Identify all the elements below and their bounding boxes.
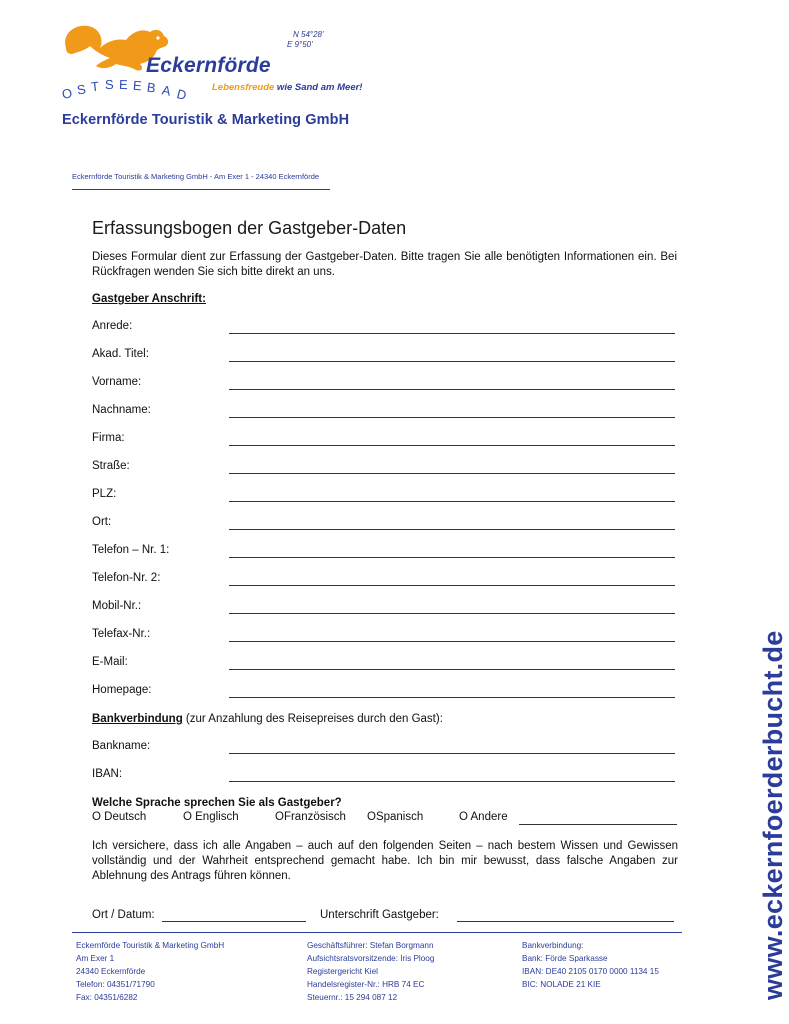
form-intro: Dieses Formular dient zur Erfassung der Gastgeber-Daten. Bitte tragen Sie alle benötigten Informationen ein. Bei Rückfragen wenden Sie sich bitte direkt an uns. xyxy=(92,251,677,278)
field-label: Ort: xyxy=(92,516,112,528)
field-input-line[interactable] xyxy=(229,613,675,614)
field-label: Anrede: xyxy=(92,320,133,332)
field-label: Vorname: xyxy=(92,376,142,388)
language-option-franzoesisch[interactable]: OFranzösisch xyxy=(275,811,346,823)
footer-line: Telefon: 04351/71790 xyxy=(76,980,155,989)
field-label: IBAN: xyxy=(92,768,123,780)
language-option-spanisch[interactable]: OSpanisch xyxy=(367,811,424,823)
ostseebad-letter: E xyxy=(118,76,128,93)
field-label: E-Mail: xyxy=(92,656,128,668)
ostseebad-letter: D xyxy=(175,86,189,103)
tagline-rest: wie Sand am Meer! xyxy=(274,82,363,93)
form-title: Erfassungsbogen der Gastgeber-Daten xyxy=(92,218,407,238)
bank-heading-rest: (zur Anzahlung des Reisepreises durch den Gast): xyxy=(182,713,443,725)
field-input-line[interactable] xyxy=(229,417,675,418)
field-input-line[interactable] xyxy=(229,361,675,362)
footer-rule xyxy=(72,932,682,933)
longitude-text: E 9°50' xyxy=(287,40,313,49)
tagline xyxy=(212,82,362,93)
language-option-englisch[interactable]: O Englisch xyxy=(183,811,239,823)
footer-line: Eckernförde Touristik & Marketing GmbH xyxy=(76,941,225,950)
footer-line: Bank: Förde Sparkasse xyxy=(522,954,608,963)
field-input-line[interactable] xyxy=(229,389,675,390)
field-input-line[interactable] xyxy=(229,753,675,754)
language-option-andere[interactable]: O Andere xyxy=(459,811,508,823)
field-input-line[interactable] xyxy=(229,557,675,558)
field-label: Bankname: xyxy=(92,740,151,752)
field-input-line[interactable] xyxy=(229,501,675,502)
field-input-line[interactable] xyxy=(229,529,675,530)
coordinates xyxy=(287,30,353,50)
field-label: Mobil-Nr.: xyxy=(92,600,142,612)
field-label: Homepage: xyxy=(92,684,152,696)
signature-label: Unterschrift Gastgeber: xyxy=(320,909,439,921)
bank-section-heading xyxy=(92,713,443,725)
return-address: Eckernförde Touristik & Marketing GmbH - Am Exer 1 - 24340 Eckernförde xyxy=(72,172,320,181)
footer-line: BIC: NOLADE 21 KIE xyxy=(522,980,601,989)
footer-bank xyxy=(522,939,659,991)
place-date-label: Ort / Datum: xyxy=(92,909,155,921)
ostseebad-letter: A xyxy=(160,82,173,99)
footer-line: Handelsregister-Nr.: HRB 74 EC xyxy=(307,980,425,989)
ostseebad-letter: T xyxy=(90,78,100,95)
ostseebad-letter: O xyxy=(60,85,74,102)
field-label: Straße: xyxy=(92,460,130,472)
language-option-deutsch[interactable]: O Deutsch xyxy=(92,811,147,823)
field-input-line[interactable] xyxy=(229,641,675,642)
footer-address xyxy=(76,939,224,1004)
company-name: Eckernförde Touristik & Marketing GmbH xyxy=(62,112,350,128)
footer-line: Bankverbindung: xyxy=(522,941,584,950)
field-label: Telefax-Nr.: xyxy=(92,628,151,640)
footer-legal xyxy=(307,939,434,1004)
declaration-text: Ich versichere, dass ich alle Angaben – auch auf den folgenden Seiten – nach bestem Wissen und Gewissen vollständig und der Wahrheit entsprechend gemacht habe. Ich bin mir bewusst, dass falsche Angaben zur Ablehnung des Antrags führen können. xyxy=(92,840,678,882)
footer-line: Registergericht Kiel xyxy=(307,967,378,976)
footer-line: Geschäftsführer: Stefan Borgmann xyxy=(307,941,434,950)
place-date-input-line[interactable] xyxy=(162,921,306,922)
footer-line: Aufsichtsratsvorsitzende: Iris Ploog xyxy=(307,954,435,963)
ostseebad-letter: B xyxy=(145,79,157,96)
ostseebad-letter: E xyxy=(132,77,143,94)
website-url[interactable]: www.eckernfoerderbucht.de xyxy=(758,630,788,1000)
bank-heading-bold: Bankverbindung xyxy=(92,713,183,725)
field-label: Telefon – Nr. 1: xyxy=(92,544,170,556)
field-label: Firma: xyxy=(92,432,125,444)
field-label: PLZ: xyxy=(92,488,117,500)
field-input-line[interactable] xyxy=(229,445,675,446)
tagline-highlight: Lebensfreude xyxy=(212,82,275,93)
field-input-line[interactable] xyxy=(229,669,675,670)
field-label: Nachname: xyxy=(92,404,151,416)
brand-name: Eckernförde xyxy=(146,54,271,77)
field-input-line[interactable] xyxy=(229,333,675,334)
footer-line: Am Exer 1 xyxy=(76,954,115,963)
field-label: Telefon-Nr. 2: xyxy=(92,572,161,584)
return-address-rule xyxy=(72,189,330,190)
footer-line: Steuernr.: 15 294 087 12 xyxy=(307,993,398,1002)
language-other-input-line[interactable] xyxy=(519,824,677,825)
field-input-line[interactable] xyxy=(229,585,675,586)
field-input-line[interactable] xyxy=(229,697,675,698)
footer-line: Fax: 04351/6282 xyxy=(76,993,138,1002)
field-input-line[interactable] xyxy=(229,473,675,474)
ostseebad-letter: S xyxy=(75,81,87,98)
footer-line: 24340 Eckernförde xyxy=(76,967,146,976)
field-input-line[interactable] xyxy=(229,781,675,782)
signature-input-line[interactable] xyxy=(457,921,674,922)
latitude-text: N 54°28' xyxy=(293,30,324,39)
ostseebad-letter: S xyxy=(104,76,114,93)
address-section-heading: Gastgeber Anschrift: xyxy=(92,293,206,305)
language-question: Welche Sprache sprechen Sie als Gastgeber? xyxy=(92,797,342,809)
field-label: Akad. Titel: xyxy=(92,348,149,360)
footer-line: IBAN: DE40 2105 0170 0000 1134 15 xyxy=(522,967,659,976)
